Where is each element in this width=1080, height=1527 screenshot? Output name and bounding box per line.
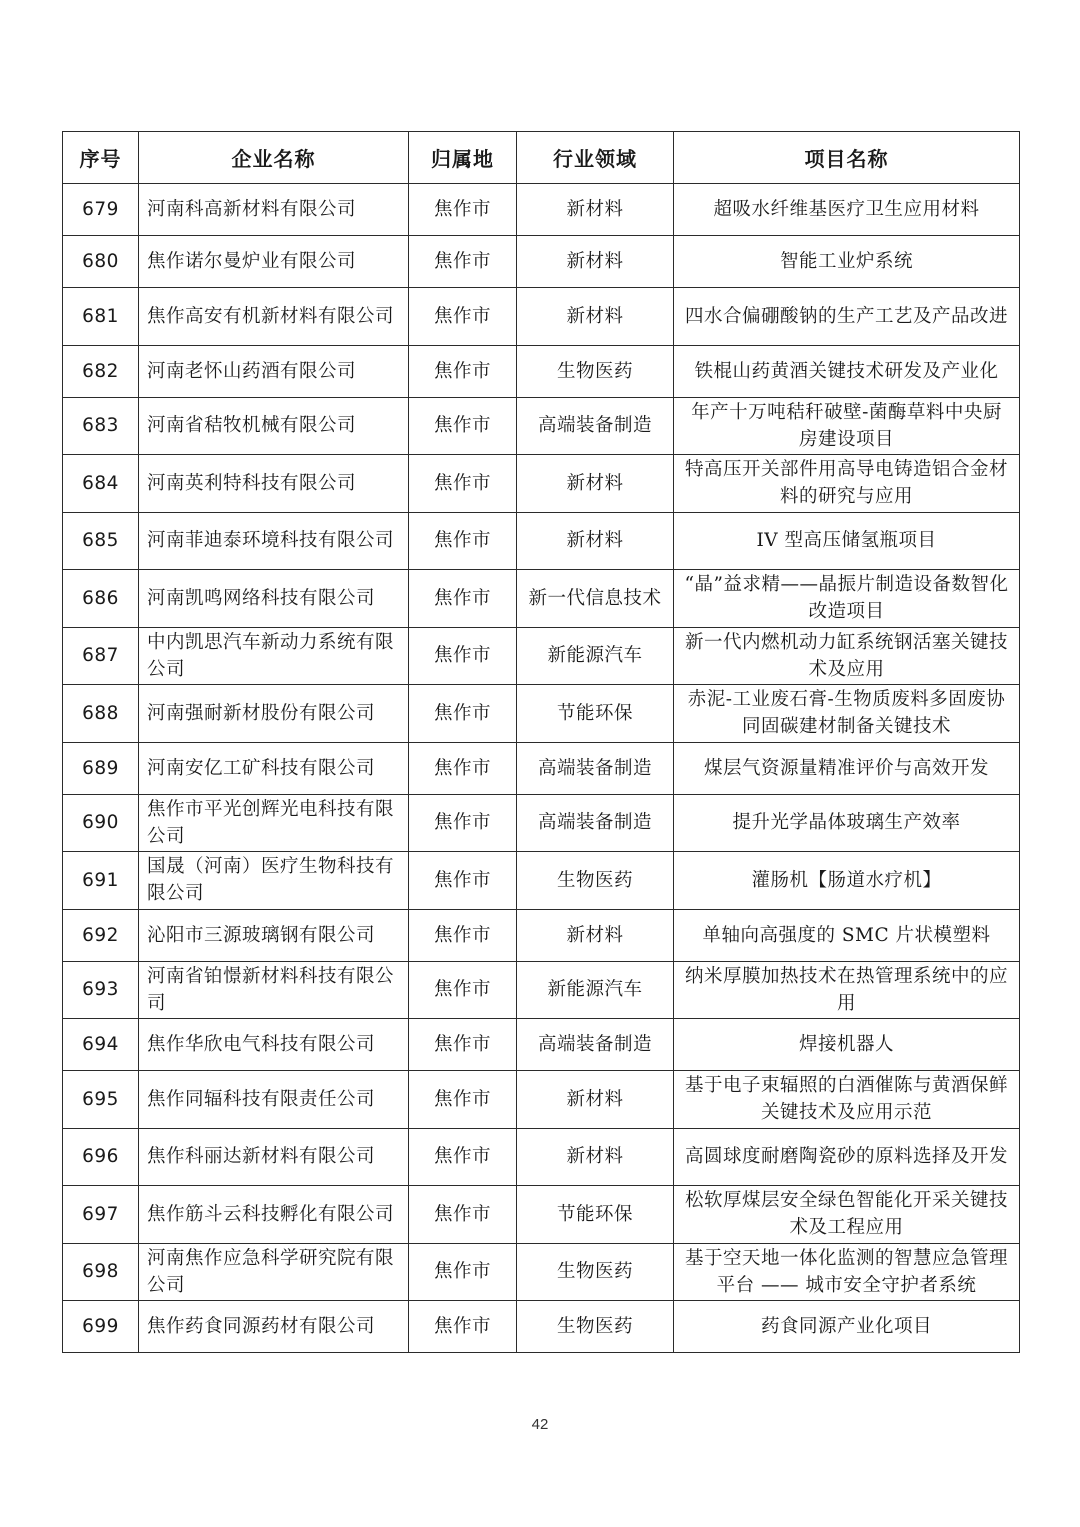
cell-company-name: 焦作市平光创辉光电科技有限公司 xyxy=(139,794,409,852)
cell-sector: 新材料 xyxy=(517,1128,674,1186)
table-row xyxy=(63,288,1020,346)
table-row xyxy=(63,1071,1020,1129)
table-row xyxy=(63,570,1020,628)
cell-location: 焦作市 xyxy=(409,1186,517,1244)
cell-serial-number: 683 xyxy=(63,397,139,455)
cell-company-name: 河南英利特科技有限公司 xyxy=(139,455,409,513)
table-row xyxy=(63,345,1020,397)
cell-serial-number: 699 xyxy=(63,1301,139,1353)
cell-serial-number: 688 xyxy=(63,685,139,743)
cell-company-name: 国晟（河南）医疗生物科技有限公司 xyxy=(139,852,409,910)
table-row xyxy=(63,909,1020,961)
table-row xyxy=(63,1186,1020,1244)
cell-project-name: 赤泥-工业废石膏-生物质废料多固废协同固碳建材制备关键技术 xyxy=(674,685,1020,743)
cell-sector: 生物医药 xyxy=(517,852,674,910)
table-row xyxy=(63,685,1020,743)
cell-location: 焦作市 xyxy=(409,1243,517,1301)
cell-project-name: 四水合偏硼酸钠的生产工艺及产品改进 xyxy=(674,288,1020,346)
cell-location: 焦作市 xyxy=(409,794,517,852)
table-row xyxy=(63,627,1020,685)
cell-location: 焦作市 xyxy=(409,627,517,685)
table-row xyxy=(63,1301,1020,1353)
cell-location: 焦作市 xyxy=(409,852,517,910)
cell-serial-number: 692 xyxy=(63,909,139,961)
cell-project-name: 基于空天地一体化监测的智慧应急管理平台 —— 城市安全守护者系统 xyxy=(674,1243,1020,1301)
project-table xyxy=(62,131,1020,1353)
header-row xyxy=(63,132,1020,184)
cell-location: 焦作市 xyxy=(409,742,517,794)
table-body xyxy=(63,184,1020,1353)
cell-company-name: 焦作筋斗云科技孵化有限公司 xyxy=(139,1186,409,1244)
cell-company-name: 河南菲迪泰环境科技有限公司 xyxy=(139,512,409,570)
table-row xyxy=(63,512,1020,570)
cell-serial-number: 682 xyxy=(63,345,139,397)
header-serial-number: 序号 xyxy=(63,132,139,184)
cell-project-name: 新一代内燃机动力缸系统钢活塞关键技术及应用 xyxy=(674,627,1020,685)
cell-project-name: 药食同源产业化项目 xyxy=(674,1301,1020,1353)
cell-location: 焦作市 xyxy=(409,1019,517,1071)
table-row xyxy=(63,961,1020,1019)
cell-project-name: 年产十万吨秸秆破壁-菌酶草料中央厨房建设项目 xyxy=(674,397,1020,455)
cell-sector: 生物医药 xyxy=(517,1301,674,1353)
cell-project-name: IV 型高压储氢瓶项目 xyxy=(674,512,1020,570)
cell-sector: 新材料 xyxy=(517,455,674,513)
cell-company-name: 河南省秸牧机械有限公司 xyxy=(139,397,409,455)
cell-company-name: 河南省铂憬新材料科技有限公司 xyxy=(139,961,409,1019)
cell-project-name: 提升光学晶体玻璃生产效率 xyxy=(674,794,1020,852)
cell-company-name: 焦作药食同源药材有限公司 xyxy=(139,1301,409,1353)
cell-company-name: 沁阳市三源玻璃钢有限公司 xyxy=(139,909,409,961)
cell-company-name: 河南科高新材料有限公司 xyxy=(139,184,409,236)
cell-company-name: 焦作科丽达新材料有限公司 xyxy=(139,1128,409,1186)
header-project-name: 项目名称 xyxy=(674,132,1020,184)
cell-serial-number: 698 xyxy=(63,1243,139,1301)
cell-company-name: 中内凯思汽车新动力系统有限公司 xyxy=(139,627,409,685)
table-row xyxy=(63,184,1020,236)
cell-location: 焦作市 xyxy=(409,512,517,570)
cell-location: 焦作市 xyxy=(409,345,517,397)
cell-company-name: 河南老怀山药酒有限公司 xyxy=(139,345,409,397)
cell-serial-number: 689 xyxy=(63,742,139,794)
cell-sector: 生物医药 xyxy=(517,345,674,397)
table-row xyxy=(63,1128,1020,1186)
cell-company-name: 河南焦作应急科学研究院有限公司 xyxy=(139,1243,409,1301)
cell-sector: 新材料 xyxy=(517,288,674,346)
table-row xyxy=(63,1019,1020,1071)
cell-sector: 新材料 xyxy=(517,184,674,236)
header-company-name: 企业名称 xyxy=(139,132,409,184)
cell-serial-number: 695 xyxy=(63,1071,139,1129)
cell-company-name: 河南安亿工矿科技有限公司 xyxy=(139,742,409,794)
header-location: 归属地 xyxy=(409,132,517,184)
cell-serial-number: 690 xyxy=(63,794,139,852)
cell-project-name: 纳米厚膜加热技术在热管理系统中的应用 xyxy=(674,961,1020,1019)
cell-location: 焦作市 xyxy=(409,1128,517,1186)
cell-project-name: 高圆球度耐磨陶瓷砂的原料选择及开发 xyxy=(674,1128,1020,1186)
cell-sector: 新一代信息技术 xyxy=(517,570,674,628)
cell-sector: 节能环保 xyxy=(517,1186,674,1244)
table-row xyxy=(63,236,1020,288)
cell-project-name: 单轴向高强度的 SMC 片状模塑料 xyxy=(674,909,1020,961)
table-row xyxy=(63,455,1020,513)
cell-location: 焦作市 xyxy=(409,685,517,743)
cell-serial-number: 694 xyxy=(63,1019,139,1071)
cell-project-name: 智能工业炉系统 xyxy=(674,236,1020,288)
cell-sector: 高端装备制造 xyxy=(517,742,674,794)
cell-serial-number: 691 xyxy=(63,852,139,910)
cell-company-name: 河南凯鸣网络科技有限公司 xyxy=(139,570,409,628)
cell-project-name: 灌肠机【肠道水疗机】 xyxy=(674,852,1020,910)
cell-sector: 节能环保 xyxy=(517,685,674,743)
cell-serial-number: 686 xyxy=(63,570,139,628)
cell-sector: 新材料 xyxy=(517,909,674,961)
table-row xyxy=(63,1243,1020,1301)
cell-location: 焦作市 xyxy=(409,1071,517,1129)
cell-location: 焦作市 xyxy=(409,288,517,346)
cell-serial-number: 684 xyxy=(63,455,139,513)
cell-company-name: 焦作诺尔曼炉业有限公司 xyxy=(139,236,409,288)
cell-project-name: 特高压开关部件用高导电铸造铝合金材料的研究与应用 xyxy=(674,455,1020,513)
cell-project-name: “晶”益求精——晶振片制造设备数智化改造项目 xyxy=(674,570,1020,628)
cell-company-name: 河南强耐新材股份有限公司 xyxy=(139,685,409,743)
header-sector: 行业领域 xyxy=(517,132,674,184)
cell-project-name: 焊接机器人 xyxy=(674,1019,1020,1071)
cell-sector: 新材料 xyxy=(517,1071,674,1129)
cell-sector: 高端装备制造 xyxy=(517,1019,674,1071)
cell-serial-number: 680 xyxy=(63,236,139,288)
cell-serial-number: 696 xyxy=(63,1128,139,1186)
cell-location: 焦作市 xyxy=(409,961,517,1019)
cell-serial-number: 685 xyxy=(63,512,139,570)
cell-serial-number: 697 xyxy=(63,1186,139,1244)
cell-location: 焦作市 xyxy=(409,1301,517,1353)
cell-project-name: 铁棍山药黄酒关键技术研发及产业化 xyxy=(674,345,1020,397)
cell-location: 焦作市 xyxy=(409,397,517,455)
cell-project-name: 松软厚煤层安全绿色智能化开采关键技术及工程应用 xyxy=(674,1186,1020,1244)
cell-sector: 高端装备制造 xyxy=(517,397,674,455)
cell-serial-number: 681 xyxy=(63,288,139,346)
cell-sector: 生物医药 xyxy=(517,1243,674,1301)
cell-project-name: 基于电子束辐照的白酒催陈与黄酒保鲜关键技术及应用示范 xyxy=(674,1071,1020,1129)
cell-serial-number: 687 xyxy=(63,627,139,685)
cell-serial-number: 679 xyxy=(63,184,139,236)
cell-company-name: 焦作同辐科技有限责任公司 xyxy=(139,1071,409,1129)
cell-location: 焦作市 xyxy=(409,184,517,236)
table-header xyxy=(63,132,1020,184)
cell-location: 焦作市 xyxy=(409,570,517,628)
cell-company-name: 焦作高安有机新材料有限公司 xyxy=(139,288,409,346)
cell-sector: 新能源汽车 xyxy=(517,961,674,1019)
cell-location: 焦作市 xyxy=(409,909,517,961)
table-row xyxy=(63,742,1020,794)
cell-sector: 新能源汽车 xyxy=(517,627,674,685)
table-row xyxy=(63,397,1020,455)
cell-serial-number: 693 xyxy=(63,961,139,1019)
table-row xyxy=(63,794,1020,852)
cell-project-name: 煤层气资源量精准评价与高效开发 xyxy=(674,742,1020,794)
page-number: 42 xyxy=(531,1416,549,1433)
cell-sector: 新材料 xyxy=(517,236,674,288)
cell-sector: 高端装备制造 xyxy=(517,794,674,852)
cell-sector: 新材料 xyxy=(517,512,674,570)
cell-location: 焦作市 xyxy=(409,236,517,288)
table-row xyxy=(63,852,1020,910)
cell-location: 焦作市 xyxy=(409,455,517,513)
cell-company-name: 焦作华欣电气科技有限公司 xyxy=(139,1019,409,1071)
cell-project-name: 超吸水纤维基医疗卫生应用材料 xyxy=(674,184,1020,236)
